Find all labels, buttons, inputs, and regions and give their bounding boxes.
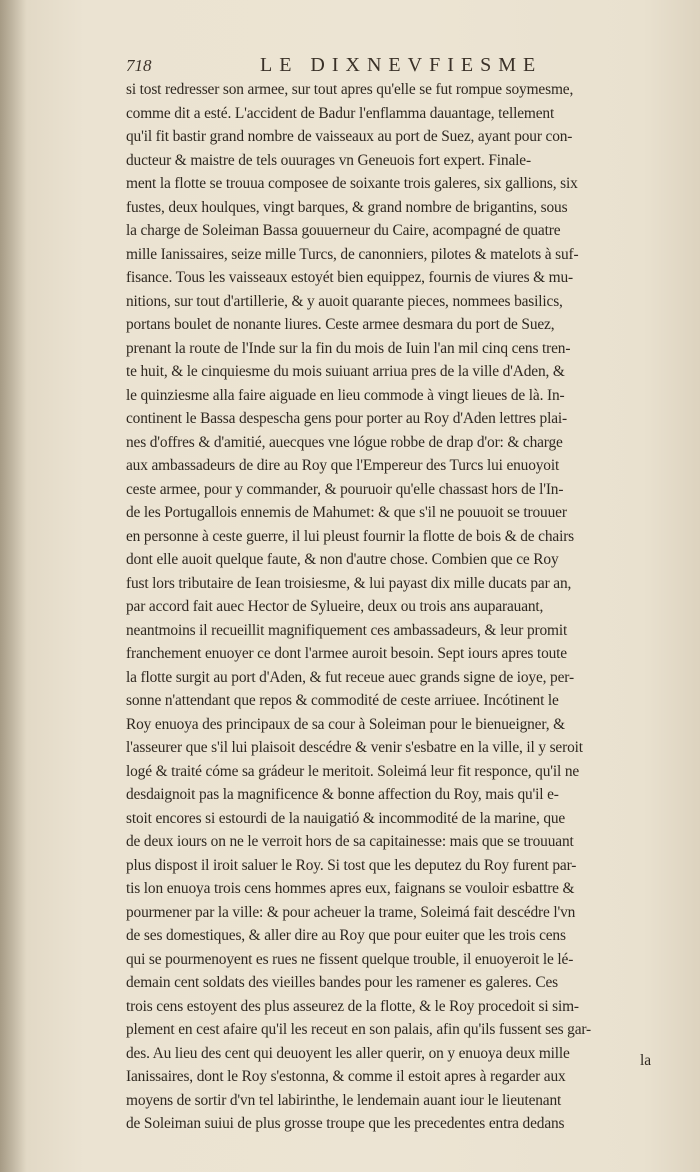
text-line: prenant la route de l'Inde sur la fin du mois de Iuin l'an mil cinq cens tren- [126, 339, 571, 357]
text-line: mille Ianissaires, seize mille Turcs, de canonniers, pilotes & matelots à suf- [126, 245, 579, 263]
text-line: sonne n'attendant que repos & commodité de ceste arriuee. Incótinent le [126, 692, 559, 709]
binding-gutter-shadow [0, 0, 26, 1172]
text-line: Roy enuoya des principaux de sa cour à Soleiman pour le bienueigner, & [126, 715, 565, 733]
text-line: l'asseurer que s'il lui plaisoit descédre & venir s'esbatre en la ville, il y seroit [126, 739, 583, 756]
text-line: la charge de Soleiman Bassa gouuerneur du Caire, acompagné de quatre [126, 222, 561, 239]
text-line: te huit, & le cinquiesme du mois suiuant arriua pres de la ville d'Aden, & [126, 363, 565, 380]
text-line: qu'il fit bastir grand nombre de vaisseaux au port de Suez, ayant pour con- [126, 128, 573, 145]
text-line: plement en cest afaire qu'il les receut en son palais, afin qu'ils fussent ses gar- [126, 1021, 592, 1038]
text-line: trois cens estoyent des plus asseurez de la flotte, & le Roy procedoit si sim- [126, 997, 579, 1015]
text-line: par accord fait auec Hector de Sylueire, deux ou trois ans auparauant, [126, 598, 544, 615]
text-line: portans boulet de nonante liures. Ceste armee desmara du port de Suez, [126, 316, 555, 333]
text-line: continent le Bassa despescha gens pour porter au Roy d'Aden lettres plai- [126, 410, 568, 427]
text-line: Ianissaires, dont le Roy s'estonna, & comme il estoit apres à regarder aux [126, 1068, 566, 1085]
text-line: des. Au lieu des cent qui deuoyent les aller querir, on y enuoya deux mille [126, 1044, 570, 1062]
text-line: aux ambassadeurs de dire au Roy que l'Empereur des Turcs lui enuoyoit [126, 457, 560, 474]
text-line: si tost redresser son armee, sur tout apres qu'elle se fut rompue soymesme, [126, 81, 574, 98]
body-text [126, 78, 674, 1136]
text-line: la flotte surgit au port d'Aden, & fut receue auec grands signe de ioye, per- [126, 668, 574, 686]
running-head: LE DIXNEVFIESME [260, 54, 543, 76]
text-line: dont elle auoit quelque faute, & non d'autre chose. Combien que ce Roy [126, 551, 559, 568]
text-line: tis lon enuoya trois cens hommes apres eux, faignans se vouloir esbattre & [126, 880, 575, 897]
text-line: nitions, sur tout d'artillerie, & y auoit quarante pieces, nommees basilics, [126, 292, 563, 310]
text-line: de ses domestiques, & aller dire au Roy que pour euiter que les trois cens [126, 927, 566, 944]
folio-number: 718 [126, 56, 152, 75]
catchword: la [640, 1052, 652, 1069]
text-line: en personne à ceste guerre, il lui pleust fournir la flotte de bois & de chairs [126, 527, 575, 545]
text-line: stoit encores si estourdi de la nauigatió & incommodité de la marine, que [126, 809, 566, 827]
text-line: ceste armee, pour y commander, & pouruoir qu'elle chassast hors de l'In- [126, 480, 564, 498]
text-line: le quinziesme alla faire aiguade en lieu commode à vingt lieues de là. In- [126, 386, 565, 404]
text-line: moyens de sortir d'vn tel labirinthe, le lendemain auant iour le lieutenant [126, 1091, 562, 1109]
text-line: desdaignoit pas la magnificence & bonne affection du Roy, mais qu'il e- [126, 786, 559, 803]
text-line: demain cent soldats des vieilles bandes pour les ramener es galeres. Ces [126, 974, 558, 991]
text-line: fustes, deux houlques, vingt barques, & grand nombre de brigantins, sous [126, 198, 568, 216]
text-line: neantmoins il recueillit magnifiquement ces ambassadeurs, & leur promit [126, 621, 568, 639]
text-line: de Soleiman suiui de plus grosse troupe que les precedentes entra dedans [126, 1115, 565, 1132]
text-line: fust lors tributaire de Iean troisiesme, & lui payast dix mille ducats par an, [126, 574, 572, 592]
text-line: ment la flotte se trouua composee de soixante trois galeres, six gallions, six [126, 175, 578, 192]
text-line: franchement enuoyer ce dont l'armee auroit besoin. Sept iours apres toute [126, 645, 567, 662]
text-line: plus dispost il iroit saluer le Roy. Si tost que les deputez du Roy furent par- [126, 856, 577, 874]
text-line: pourmener par la ville: & pour acheuer la trame, Soleimá fait descédre l'vn [126, 903, 576, 921]
text-line: de deux iours on ne le verroit hors de sa capitainesse: mais que se trouuant [126, 833, 574, 850]
page-header [126, 52, 666, 80]
text-line: comme dit a esté. L'accident de Badur l'enflamma dauantage, tellement [126, 104, 555, 122]
text-line: de les Portugallois ennemis de Mahumet: & que s'il ne pouuoit se trouuer [126, 504, 567, 521]
text-line: qui se pourmenoyent es rues ne fissent quelque trouble, il enuoyeroit le lé- [126, 950, 574, 968]
text-line: logé & traité cóme sa grádeur le meritoit. Soleimá leur fit responce, qu'il ne [126, 762, 580, 780]
text-line: ducteur & maistre de tels ouurages vn Geneuois fort expert. Finale- [126, 151, 531, 169]
text-line: fisance. Tous les vaisseaux estoyét bien equippez, fournis de viures & mu- [126, 269, 574, 286]
text-line: nes d'offres & d'amitié, auecques vne lógue robbe de drap d'or: & charge [126, 433, 563, 451]
